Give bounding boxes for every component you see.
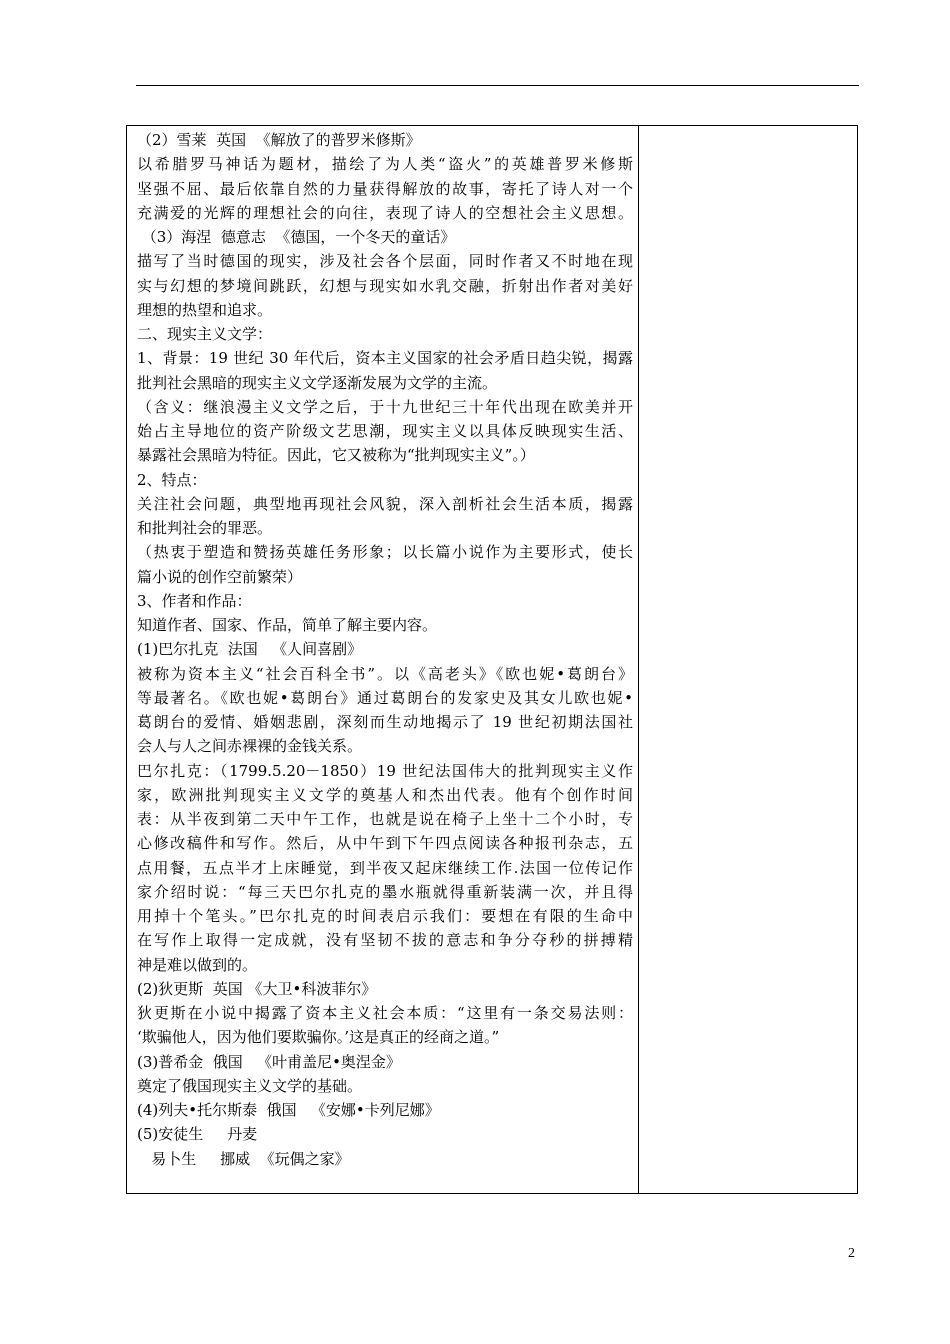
text-line: 家介绍时说：“每三天巴尔扎克的墨水瓶就得重新装满一次，并且得	[137, 882, 633, 901]
text-line: (4)列夫•托尔斯泰 俄国 《安娜•卡列尼娜》	[137, 1101, 440, 1119]
text-line: 实与幻想的梦境间跳跃，幻想与现实如水乳交融，折射出作者对美好	[137, 276, 633, 295]
text-line: 会人与人之间赤裸裸的金钱关系。	[137, 737, 363, 756]
text-line: 暴露社会黑暗为特征。因此，它又被称为“批判现实主义”。）	[137, 446, 535, 465]
text-line: 在写作上取得一定成就，没有坚韧不拔的意志和争分夺秒的拼搏精	[137, 931, 633, 950]
text-line: 等最著名。《欧也妮•葛朗台》通过葛朗台的发家史及其女儿欧也妮•	[137, 688, 633, 707]
table-cell-main	[127, 126, 639, 1193]
text-line: 神是难以做到的。	[137, 955, 258, 974]
text-line: 狄更斯在小说中揭露了资本主义社会本质：“这里有一条交易法则：	[137, 1004, 633, 1022]
text-body	[137, 128, 633, 1171]
text-line: 批判社会黑暗的现实主义文学逐渐发展为文学的主流。	[137, 373, 498, 392]
text-line: 表：从半夜到第二天中午工作，也就是说在椅子上坐十二个小时，专	[137, 810, 633, 828]
text-line: (1)巴尔扎克 法国 《人间喜剧》	[137, 640, 363, 659]
text-line: 易卜生 挪威 《玩偶之家》	[137, 1149, 350, 1168]
text-line: 用掉十个笔头。”巴尔扎克的时间表启示我们：要想在有限的生命中	[137, 907, 633, 925]
table-cell-notes	[639, 126, 857, 1193]
text-line: 始占主导地位的资产阶级文艺思潮，现实主义以具体反映现实生活、	[137, 422, 633, 440]
text-line: 知道作者、国家、作品，简单了解主要内容。	[137, 616, 438, 634]
text-line: 坚强不屈、最后依靠自然的力量获得解放的故事，寄托了诗人对一个	[137, 179, 633, 198]
text-line: （2）雪莱 英国 《解放了的普罗米修斯》	[137, 131, 421, 149]
text-line: 篇小说的创作空前繁荣）	[137, 567, 303, 586]
text-line: （热衷于塑造和赞扬英雄任务形象；以长篇小说作为主要形式，使长	[137, 543, 633, 562]
text-line: (3)普希金 俄国 《叶甫盖尼•奥涅金》	[137, 1052, 401, 1071]
text-line: 二、现实主义文学：	[137, 325, 273, 343]
text-line: 奠定了俄国现实主义文学的基础。	[137, 1076, 363, 1095]
text-line: 和批判社会的罪恶。	[137, 519, 273, 537]
text-line: 葛朗台的爱情、婚姻悲剧，深刻而生动地揭示了 19 世纪初期法国社	[137, 713, 633, 731]
text-line: 描写了当时德国的现实，涉及社会各个层面，同时作者又不时地在现	[137, 252, 633, 271]
text-line: 关注社会问题，典型地再现社会风貌，深入剖析社会生活本质，揭露	[137, 494, 633, 513]
text-line: 3、作者和作品：	[137, 591, 252, 610]
text-line: （3）海涅 德意志 《德国，一个冬天的童话》	[137, 228, 456, 246]
page-number: 2	[848, 1246, 855, 1261]
text-line: 理想的热望和追求。	[137, 300, 273, 319]
text-line: 巴尔扎克：（1799.5.20－1850）19 世纪法国伟大的批判现实主义作	[137, 761, 633, 780]
text-line: 家，欧洲批判现实主义文学的奠基人和杰出代表。他有个创作时间	[137, 785, 633, 804]
content-table	[126, 125, 858, 1194]
text-line: 点用餐，五点半才上床睡觉，到半夜又起床继续工作.法国一位传记作	[137, 858, 633, 877]
header-rule	[136, 85, 859, 86]
text-line: （含义：继浪漫主义文学之后，于十九世纪三十年代出现在欧美并开	[137, 397, 633, 416]
text-line: 1、背景：19 世纪 30 年代后，资本主义国家的社会矛盾日趋尖锐，揭露	[137, 349, 633, 368]
text-line: (5)安徒生 丹麦	[137, 1125, 258, 1144]
text-line: 心修改稿件和写作。然后，从中午到下午四点阅读各种报刊杂志，五	[137, 834, 633, 853]
text-line: ‘欺骗他人，因为他们要欺骗你。’这是真正的经商之道。”	[137, 1028, 500, 1047]
text-line: 被称为资本主义“社会百科全书”。以《高老头》《欧也妮•葛朗台》	[137, 664, 633, 683]
text-line: (2)狄更斯 英国 《大卫•科波菲尔》	[137, 979, 377, 998]
text-line: 以希腊罗马神话为题材，描绘了为人类“盗火”的英雄普罗米修斯	[137, 155, 633, 174]
text-line: 2、特点：	[137, 470, 207, 489]
text-line: 充满爱的光辉的理想社会的向往，表现了诗人的空想社会主义思想。	[137, 203, 633, 222]
